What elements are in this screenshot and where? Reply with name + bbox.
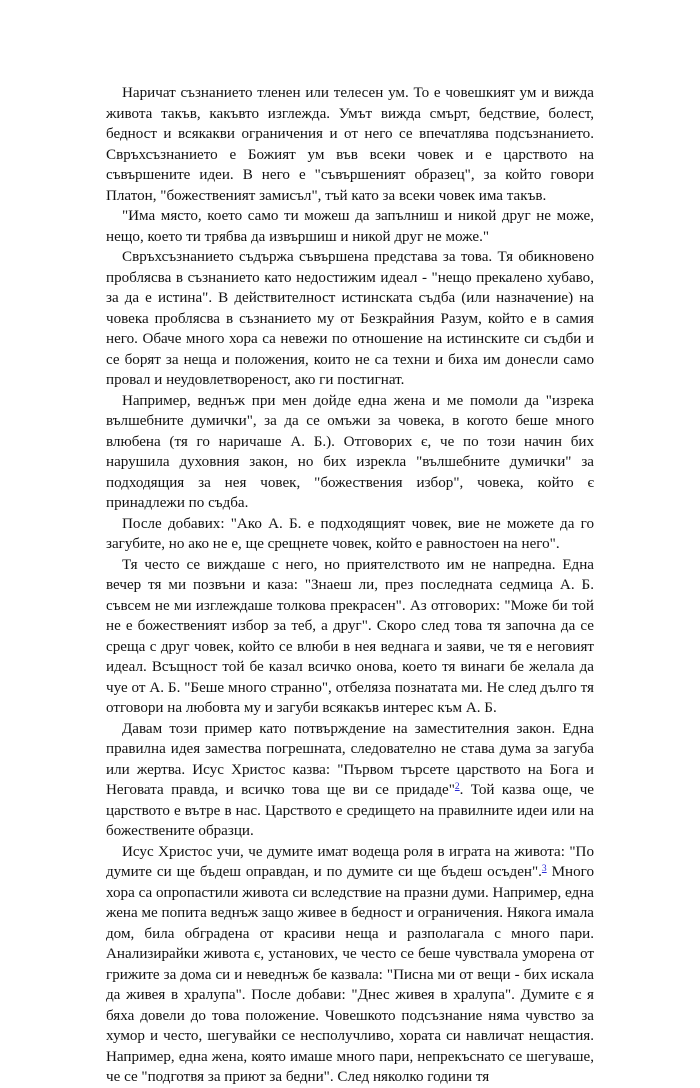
paragraph-text: . Той казва още, че царството е вътре в нас. Царството е средището на правилните идеи или на божествените образци. <box>106 782 594 839</box>
paragraph <box>106 842 594 1088</box>
footnote-link[interactable]: 3 <box>541 864 547 874</box>
paragraph: Наричат съзнанието тленен или телесен ум. То е човешкият ум и вижда живота такъв, какъвто изглежда. Умът вижда смърт, бедствие, болест, бедност и всякакви ограничения и от него се впечатлява подсъзнанието. Свръхсъзнанието е Божият ум във всеки човек и е царството на съвършените идеи. В него е "съвършеният образец", за който говори Платон, "божественият замисъл", тъй като за всеки човек има такъв. <box>106 85 594 204</box>
footnote-link[interactable]: 2 <box>454 782 460 792</box>
paragraph <box>106 719 594 842</box>
paragraph: Тя често се виждаше с него, но приятелството им не напредна. Една вечер тя ми позвъни и каза: "Знаеш ли, през последната седмица А. Б. съвсем не ми изглеждаше толкова прекрасен". Аз отговорих: "Може би той не е божественият избор за теб, а друг". Скоро след това тя започна да се среща с друг човек, който се влюби в нея веднага и заяви, че тя е неговият идеал. Всъщност той бе казал всичко онова, което тя винаги бе желала да чуе от А. Б. "Беше много странно", отбеляза познатата ми. Не след дълго тя отговори на любовта му и загуби всякакъв интерес към А. Б. <box>106 556 594 716</box>
paragraph: Например, веднъж при мен дойде една жена и ме помоли да "изрека вълшебните думички", за да се омъжи за човека, в когото беше много влюбена (тя го наричаше А. Б.). Отговорих є, че по този начин бих нарушила духовния закон, но бих изрекла "вълшебните думички" за подходящия за нея човек, "божествения избор", човека, който є принадлежи по съдба. <box>106 392 594 511</box>
paragraph: После добавих: "Ако А. Б. е подходящият човек, вие не можете да го загубите, но ако не е, ще срещнете човек, който е равностоен на него". <box>106 515 594 552</box>
paragraph: Свръхсъзнанието съдържа съвършена представа за това. Тя обикновено проблясва в съзнанието като недостижим идеал - "нещо прекалено хубаво, за да е истина". В действителност истинската съдба (или назначение) на човека проблясва в съзнанието му от Безкрайния Разум, който е в самия него. Обаче много хора са невежи по отношение на истинските си съдби и се борят за неща и положения, които не са техни и биха им донесли само провал и неудовлетвореност, ако ги постигнат. <box>106 249 594 388</box>
paragraph: "Има място, което само ти можеш да запълниш и никой друг не може, нещо, което ти трябва да извършиш и никой друг не може." <box>106 208 594 245</box>
paragraph-text: Давам този пример като потвърждение на заместителния закон. Една правилна идея замества погрешната, следователно не става дума за загуба или жертва. Исус Христос казва: "Първом търсете царството на Бога и Неговата правда, и всичко това ще ви се придаде" <box>106 720 594 798</box>
paragraph-text: Много хора са опропастили живота си вследствие на празни думи. Например, една жена ме попита веднъж защо живее в бедност и ограничения. Някога имала дом, била обградена от красиви неща и разполагала с много пари. Анализирайки живота є, установих, че често се беше чувствала уморена от грижите за дома си и неведнъж бе казвала: "Писна ми от вещи - бих искала да живея в хралупа". После добави: "Днес живея в хралупа". Думите є я бяха довели до това положение. Човешкото подсъзнание няма чувство за хумор и често, шегувайки се несполучливо, хората си навличат нещастия. Например, една жена, която имаше много пари, непрекъснато се шегуваше, че се "подготвя за приют за бедни". След няколко години тя <box>106 864 594 1085</box>
paragraph-text: Исус Христос учи, че думите имат водеща роля в играта на живота: "По думите си ще бъдеш оправдан, и по думите си ще бъдеш осъден". <box>106 843 594 880</box>
